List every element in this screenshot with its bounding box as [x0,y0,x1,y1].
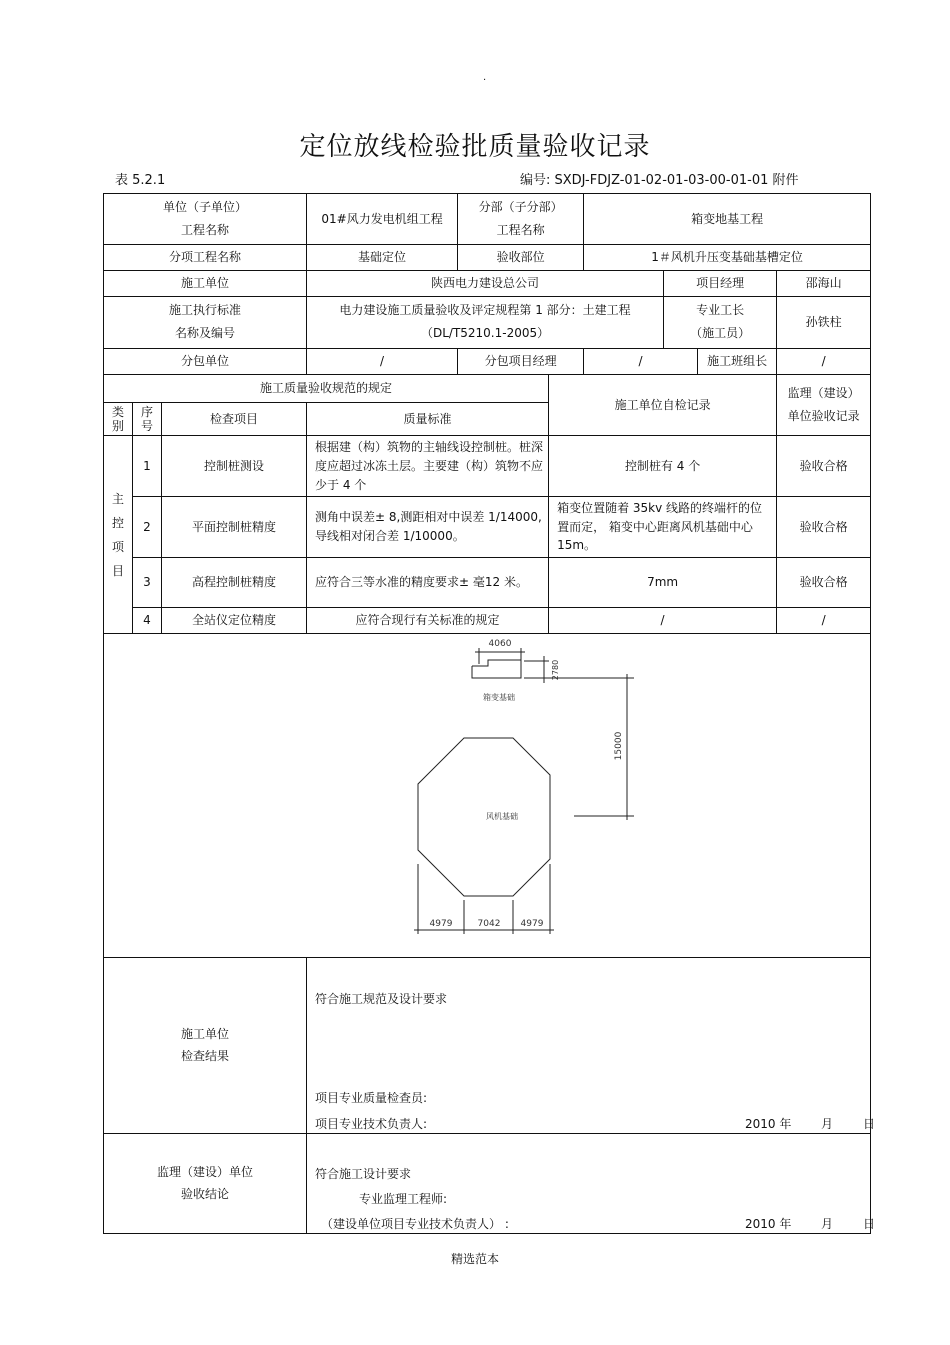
item-1-no: 1 [133,436,162,497]
division-label: 分部（子分部） 工程名称 [458,194,584,245]
top-mark: . [483,72,487,83]
fan-foundation-label: 风机基础 [486,812,518,822]
foreman-label: 专业工长 （施工员） [664,296,777,348]
subitem-label: 分项工程名称 [104,244,307,270]
layout-drawing [104,633,871,957]
document-number: 编号: SXDJ-FDJZ-01-02-01-03-00-01-01 附件 [520,173,799,188]
supervision-date-day: 日 [863,1216,876,1231]
subcontractor-value: / [307,348,458,374]
item-2-result: 验收合格 [777,497,871,558]
supervision-header: 监理（建设） 单位验收记录 [777,374,871,436]
seq-header: 序 号 [133,402,162,436]
dim-bottom-right-text: 4979 [520,919,544,930]
supervision-result-content [307,1133,876,1233]
construction-result-text: 符合施工规范及设计要求 [315,991,448,1006]
unit-value: 01#风力发电机组工程 [307,194,458,245]
team-leader-label: 施工班组长 [698,348,777,374]
construction-result-label: 施工单位 检查结果 [104,957,307,1133]
sub-pm-value: / [584,348,698,374]
item-3-no: 3 [133,557,162,607]
item-2-no: 2 [133,497,162,558]
item-4-result: / [777,607,871,633]
item-4-no: 4 [133,607,162,633]
item-3-name: 高程控制桩精度 [162,557,307,607]
subitem-value: 基础定位 [307,244,458,270]
standard-label: 施工执行标准 名称及编号 [104,296,307,348]
item-2-standard: 测角中误差± 8,测距相对中误差 1/14000,导线相对闭合差 1/10000。 [307,497,549,558]
layout-drawing-svg [104,634,869,956]
sub-pm-label: 分包项目经理 [458,348,584,374]
subcontractor-label: 分包单位 [104,348,307,374]
category-header: 类 别 [104,402,133,436]
construction-date-day: 日 [863,1116,876,1131]
spec-title: 施工质量验收规范的规定 [104,374,549,402]
supervision-date-month: 月 [821,1216,834,1231]
item-3-result: 验收合格 [777,557,871,607]
item-3-standard: 应符合三等水准的精度要求± 毫12 米。 [307,557,549,607]
supervision-engineer-line: 专业监理工程师: [359,1191,448,1206]
self-check-header: 施工单位自检记录 [549,374,777,436]
construction-date-month: 月 [821,1116,834,1131]
item-1-name: 控制桩测设 [162,436,307,497]
accept-part-value: 1＃风机升压变基础基槽定位 [584,244,871,270]
accept-part-label: 验收部位 [458,244,584,270]
construction-date-year: 2010 年 [745,1116,792,1131]
pm-label: 项目经理 [664,270,777,296]
main-category: 主 控 项 目 [104,436,133,634]
dim-top-text: 4060 [488,639,512,650]
inspection-form [103,193,876,1234]
item-1-standard: 根据建（构）筑物的主轴线设控制桩。桩深度应超过冰冻土层。主要建（构）筑物不应少于 4 个 [307,436,549,497]
item-2-name: 平面控制桩精度 [162,497,307,558]
page-title: 定位放线检验批质量验收记录 [299,132,651,162]
owner-tech-lead-line: （建设单位项目专业技术负责人） : [321,1216,509,1231]
dim-side-text: 2780 [551,660,560,681]
team-leader-value: / [777,348,871,374]
constructor-value: 陕西电力建设总公司 [307,270,664,296]
item-4-name: 全站仪定位精度 [162,607,307,633]
item-4-record: / [549,607,777,633]
foreman-value: 孙铁柱 [777,296,871,348]
item-4-standard: 应符合现行有关标准的规定 [307,607,549,633]
item-header: 检查项目 [162,402,307,436]
item-2-record: 箱变位置随着 35kv 线路的终端杆的位置而定， 箱变中心距离风机基础中心 15m。 [549,497,777,558]
box-foundation-label: 箱变基础 [483,693,515,703]
standard-value: 电力建设施工质量验收及评定规程第 1 部分：土建工程 （DL/T5210.1-2005） [307,296,664,348]
fan-foundation-octagon [418,738,550,896]
supervision-result-label: 监理（建设）单位 验收结论 [104,1133,307,1233]
dim-bottom-left-text: 4979 [429,919,453,930]
dim-bottom-mid-text: 7042 [477,919,501,930]
item-3-record: 7mm [549,557,777,607]
table-number: 表 5.2.1 [115,173,166,188]
dim-vertical-text: 15000 [614,732,624,761]
tech-lead-line: 项目专业技术负责人: [315,1116,428,1131]
supervision-result-text: 符合施工设计要求 [315,1166,412,1181]
division-value: 箱变地基工程 [584,194,871,245]
constructor-label: 施工单位 [104,270,307,296]
item-1-result: 验收合格 [777,436,871,497]
pm-value: 邵海山 [777,270,871,296]
footer-note: 精选范本 [450,1252,499,1266]
construction-result-content [307,957,876,1133]
unit-label: 单位（子单位） 工程名称 [104,194,307,245]
quality-inspector-line: 项目专业质量检查员: [315,1090,428,1105]
item-1-record: 控制桩有 4 个 [549,436,777,497]
standard-header: 质量标准 [307,402,549,436]
supervision-date-year: 2010 年 [745,1216,792,1231]
